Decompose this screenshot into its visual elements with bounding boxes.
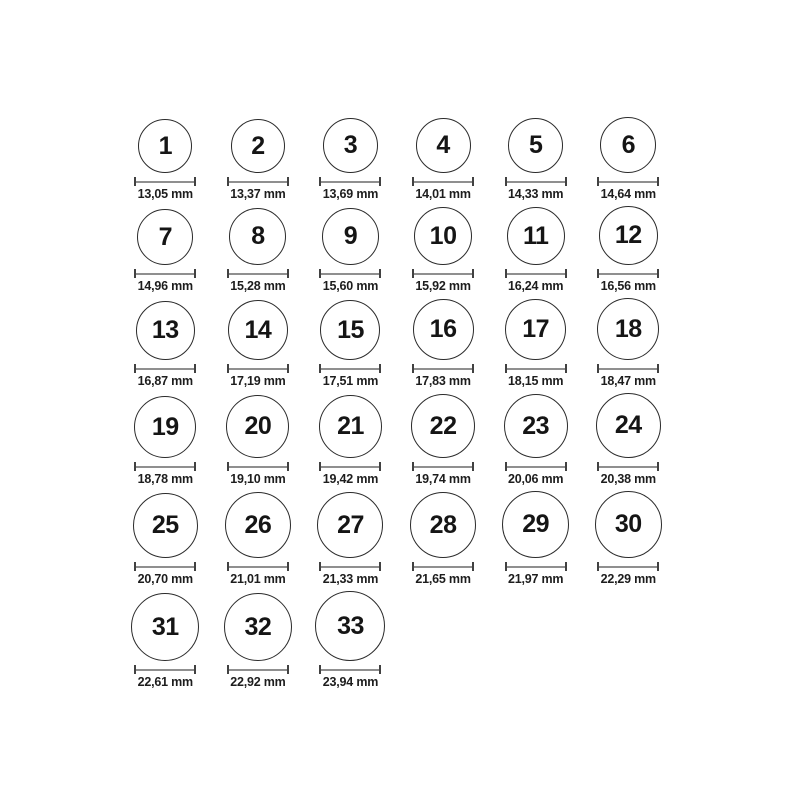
ring-cell [582,491,675,587]
ring-size-number: 3 [343,131,358,159]
ruler-line [136,566,194,568]
ring-circle [315,591,385,661]
ring-circle [322,208,379,265]
ring-size-number: 27 [337,510,364,539]
ruler-end-tick [472,269,474,278]
ruler-end-tick [194,364,196,373]
ring-circle [599,206,658,265]
ring-circle [413,299,474,360]
ring-size-number: 29 [522,510,550,538]
ruler-end-tick [657,462,659,471]
ring-row [119,591,675,690]
ring-size-number: 30 [614,510,642,538]
diameter-ruler [227,269,289,278]
diameter-ruler [134,364,196,373]
diameter-ruler [227,177,289,186]
diameter-label: 16,87 mm [137,374,193,388]
ring-cell [582,298,675,389]
diameter-ruler [134,562,196,571]
diameter-label: 17,51 mm [322,374,379,388]
ring-size-number: 15 [337,315,364,344]
diameter-label: 19,10 mm [230,472,286,486]
ring-size-number: 5 [528,131,543,159]
ring-size-number: 17 [522,315,550,343]
diameter-label: 17,83 mm [415,374,471,388]
diameter-label: 20,38 mm [600,472,656,486]
ring-size-number: 2 [251,131,265,160]
ring-cell [304,300,397,389]
ruler-end-tick [379,177,381,186]
ruler-end-tick [472,562,474,571]
diameter-ruler [227,665,289,674]
ruler-end-tick [287,462,289,471]
ring-size-number: 4 [436,131,450,159]
ring-circle [507,207,565,265]
ruler-line [321,466,379,468]
ring-circle [320,300,380,360]
diameter-label: 15,28 mm [230,279,286,293]
ring-size-number: 11 [522,221,549,250]
ring-size-number: 23 [522,411,550,440]
ring-cell [582,117,675,202]
ring-cell [489,207,582,294]
ruler-line [321,669,379,671]
ring-circle [323,118,378,173]
diameter-ruler [505,269,567,278]
ruler-line [321,273,379,275]
ruler-line [136,669,194,671]
ring-size-chart [119,0,675,690]
diameter-ruler [412,177,474,186]
ruler-end-tick [287,364,289,373]
ring-size-number: 6 [621,130,635,159]
diameter-label: 15,60 mm [322,279,379,293]
diameter-ruler [319,177,381,186]
diameter-label: 14,33 mm [507,187,564,201]
ruler-line [229,669,287,671]
diameter-label: 21,33 mm [322,572,379,586]
diameter-ruler [412,462,474,471]
ring-cell [582,206,675,294]
ruler-line [414,273,472,275]
diameter-label: 19,42 mm [322,472,379,486]
diameter-ruler [134,462,196,471]
ring-row [119,491,675,587]
diameter-ruler [597,364,659,373]
diameter-label: 20,70 mm [137,572,193,586]
ruler-line [414,368,472,370]
diameter-ruler [319,462,381,471]
diameter-ruler [505,364,567,373]
diameter-label: 13,69 mm [322,187,379,201]
diameter-ruler [412,562,474,571]
ruler-end-tick [565,562,567,571]
diameter-ruler [227,562,289,571]
ring-circle [411,394,475,458]
diameter-label: 23,94 mm [322,675,379,689]
ring-circle [505,299,566,360]
ruler-end-tick [565,462,567,471]
ring-circle [133,493,198,558]
ruler-end-tick [287,177,289,186]
diameter-label: 14,64 mm [600,187,656,201]
ring-size-number: 24 [614,411,642,439]
ring-cell [119,493,212,587]
ring-size-number: 18 [614,314,642,343]
ring-cell [304,208,397,294]
ring-circle [226,395,289,458]
ring-cell [397,118,490,202]
ring-cell [119,593,212,690]
ruler-end-tick [287,665,289,674]
diameter-label: 18,15 mm [507,374,564,388]
ruler-end-tick [194,462,196,471]
diameter-label: 22,92 mm [230,675,286,689]
diameter-ruler [597,177,659,186]
diameter-ruler [505,562,567,571]
ruler-end-tick [565,364,567,373]
ruler-line [599,368,657,370]
ring-circle [596,393,661,458]
ring-circle [131,593,199,661]
ruler-line [321,181,379,183]
ruler-end-tick [657,562,659,571]
diameter-label: 21,97 mm [507,572,564,586]
ring-size-number: 9 [343,222,358,250]
ruler-line [507,466,565,468]
diameter-label: 21,65 mm [415,572,471,586]
ring-circle [136,301,195,360]
ring-circle [508,118,563,173]
ruler-line [599,466,657,468]
ring-size-number: 7 [158,222,172,251]
ring-circle [502,491,569,558]
diameter-ruler [134,665,196,674]
ruler-end-tick [472,364,474,373]
ruler-line [229,368,287,370]
ruler-line [229,566,287,568]
ring-circle [600,117,656,173]
ruler-end-tick [565,177,567,186]
ring-circle [231,119,285,173]
ring-cell [397,299,490,389]
ring-size-number: 19 [151,412,179,441]
diameter-label: 16,24 mm [507,279,564,293]
ring-size-number: 26 [244,510,272,539]
ruler-line [136,273,194,275]
ruler-line [599,181,657,183]
ring-cell [397,394,490,487]
ring-row [119,206,675,294]
ring-circle [225,492,291,558]
ring-size-number: 25 [151,511,179,539]
ruler-line [599,273,657,275]
diameter-label: 15,92 mm [415,279,471,293]
ruler-line [229,466,287,468]
ruler-end-tick [379,269,381,278]
diameter-ruler [505,177,567,186]
ring-circle [134,396,196,458]
diameter-label: 17,19 mm [230,374,286,388]
ring-size-number: 14 [244,315,272,344]
ring-cell [304,118,397,202]
diameter-label: 22,29 mm [600,572,656,586]
ring-size-number: 21 [337,412,364,440]
diameter-label: 18,78 mm [137,472,193,486]
ring-cell [212,300,305,389]
ring-cell [119,119,212,202]
ruler-line [599,566,657,568]
diameter-label: 20,06 mm [507,472,564,486]
diameter-label: 18,47 mm [600,374,656,388]
ring-circle [595,491,662,558]
ruler-end-tick [379,562,381,571]
ring-cell [119,396,212,487]
ring-circle [504,394,568,458]
ring-circle [224,593,292,661]
ring-circle [138,119,192,173]
ring-size-number: 22 [429,411,457,440]
ruler-end-tick [194,177,196,186]
diameter-label: 13,37 mm [230,187,286,201]
ring-circle [410,492,476,558]
diameter-ruler [597,462,659,471]
ring-size-number: 1 [158,131,172,160]
ruler-end-tick [194,665,196,674]
ring-cell [582,393,675,487]
ring-row [119,298,675,389]
ring-cell [212,593,305,690]
ruler-end-tick [565,269,567,278]
diameter-ruler [319,364,381,373]
ring-cell [212,395,305,487]
ring-size-number: 16 [429,315,457,343]
ring-cell [212,492,305,587]
ring-size-number: 33 [337,611,364,640]
diameter-label: 14,96 mm [137,279,193,293]
ring-cell [489,299,582,389]
ring-circle [317,492,383,558]
diameter-ruler [227,462,289,471]
ring-cell [304,395,397,487]
ring-size-number: 28 [429,510,457,539]
ring-cell [119,209,212,294]
ruler-end-tick [194,269,196,278]
ruler-line [507,368,565,370]
ruler-line [136,181,194,183]
ring-circle [229,208,286,265]
ruler-line [507,566,565,568]
ruler-line [507,181,565,183]
diameter-ruler [412,364,474,373]
diameter-ruler [134,177,196,186]
ruler-line [136,368,194,370]
ruler-end-tick [379,665,381,674]
ruler-line [507,273,565,275]
ring-cell [489,491,582,587]
diameter-label: 22,61 mm [137,675,193,689]
ring-row [119,393,675,487]
ruler-end-tick [287,269,289,278]
ruler-line [229,273,287,275]
ring-size-number: 10 [429,221,457,250]
ruler-line [414,181,472,183]
diameter-label: 16,56 mm [600,279,656,293]
ruler-line [229,181,287,183]
ring-cell [212,208,305,294]
diameter-ruler [412,269,474,278]
ring-size-number: 20 [244,412,272,440]
diameter-ruler [597,562,659,571]
diameter-ruler [505,462,567,471]
ring-circle [416,118,471,173]
ring-cell [489,394,582,487]
ring-cell [397,207,490,294]
ring-size-number: 31 [151,612,179,641]
diameter-ruler [597,269,659,278]
ruler-end-tick [472,462,474,471]
ring-cell [304,492,397,587]
ruler-line [414,466,472,468]
ruler-end-tick [379,364,381,373]
ring-row [119,117,675,202]
ring-size-number: 13 [151,316,179,344]
ring-circle [597,298,659,360]
ruler-end-tick [194,562,196,571]
ring-cell [212,119,305,202]
ring-cell [489,118,582,202]
diameter-label: 19,74 mm [415,472,471,486]
ruler-end-tick [287,562,289,571]
ring-circle [319,395,382,458]
ring-circle [414,207,472,265]
diameter-ruler [227,364,289,373]
diameter-label: 14,01 mm [415,187,471,201]
ring-cell [304,591,397,690]
diameter-ruler [134,269,196,278]
ruler-end-tick [657,364,659,373]
diameter-label: 13,05 mm [137,187,193,201]
ruler-line [136,466,194,468]
ring-size-number: 32 [244,612,272,641]
ruler-end-tick [379,462,381,471]
ring-size-number: 8 [251,222,265,250]
ruler-end-tick [472,177,474,186]
ruler-line [321,566,379,568]
diameter-ruler [319,562,381,571]
ring-circle [228,300,288,360]
ring-circle [137,209,193,265]
diameter-ruler [319,269,381,278]
ruler-end-tick [657,177,659,186]
ring-size-number: 12 [614,221,642,249]
ruler-line [414,566,472,568]
diameter-ruler [319,665,381,674]
ruler-line [321,368,379,370]
ruler-end-tick [657,269,659,278]
ring-cell [397,492,490,587]
ring-cell [119,301,212,389]
diameter-label: 21,01 mm [230,572,286,586]
